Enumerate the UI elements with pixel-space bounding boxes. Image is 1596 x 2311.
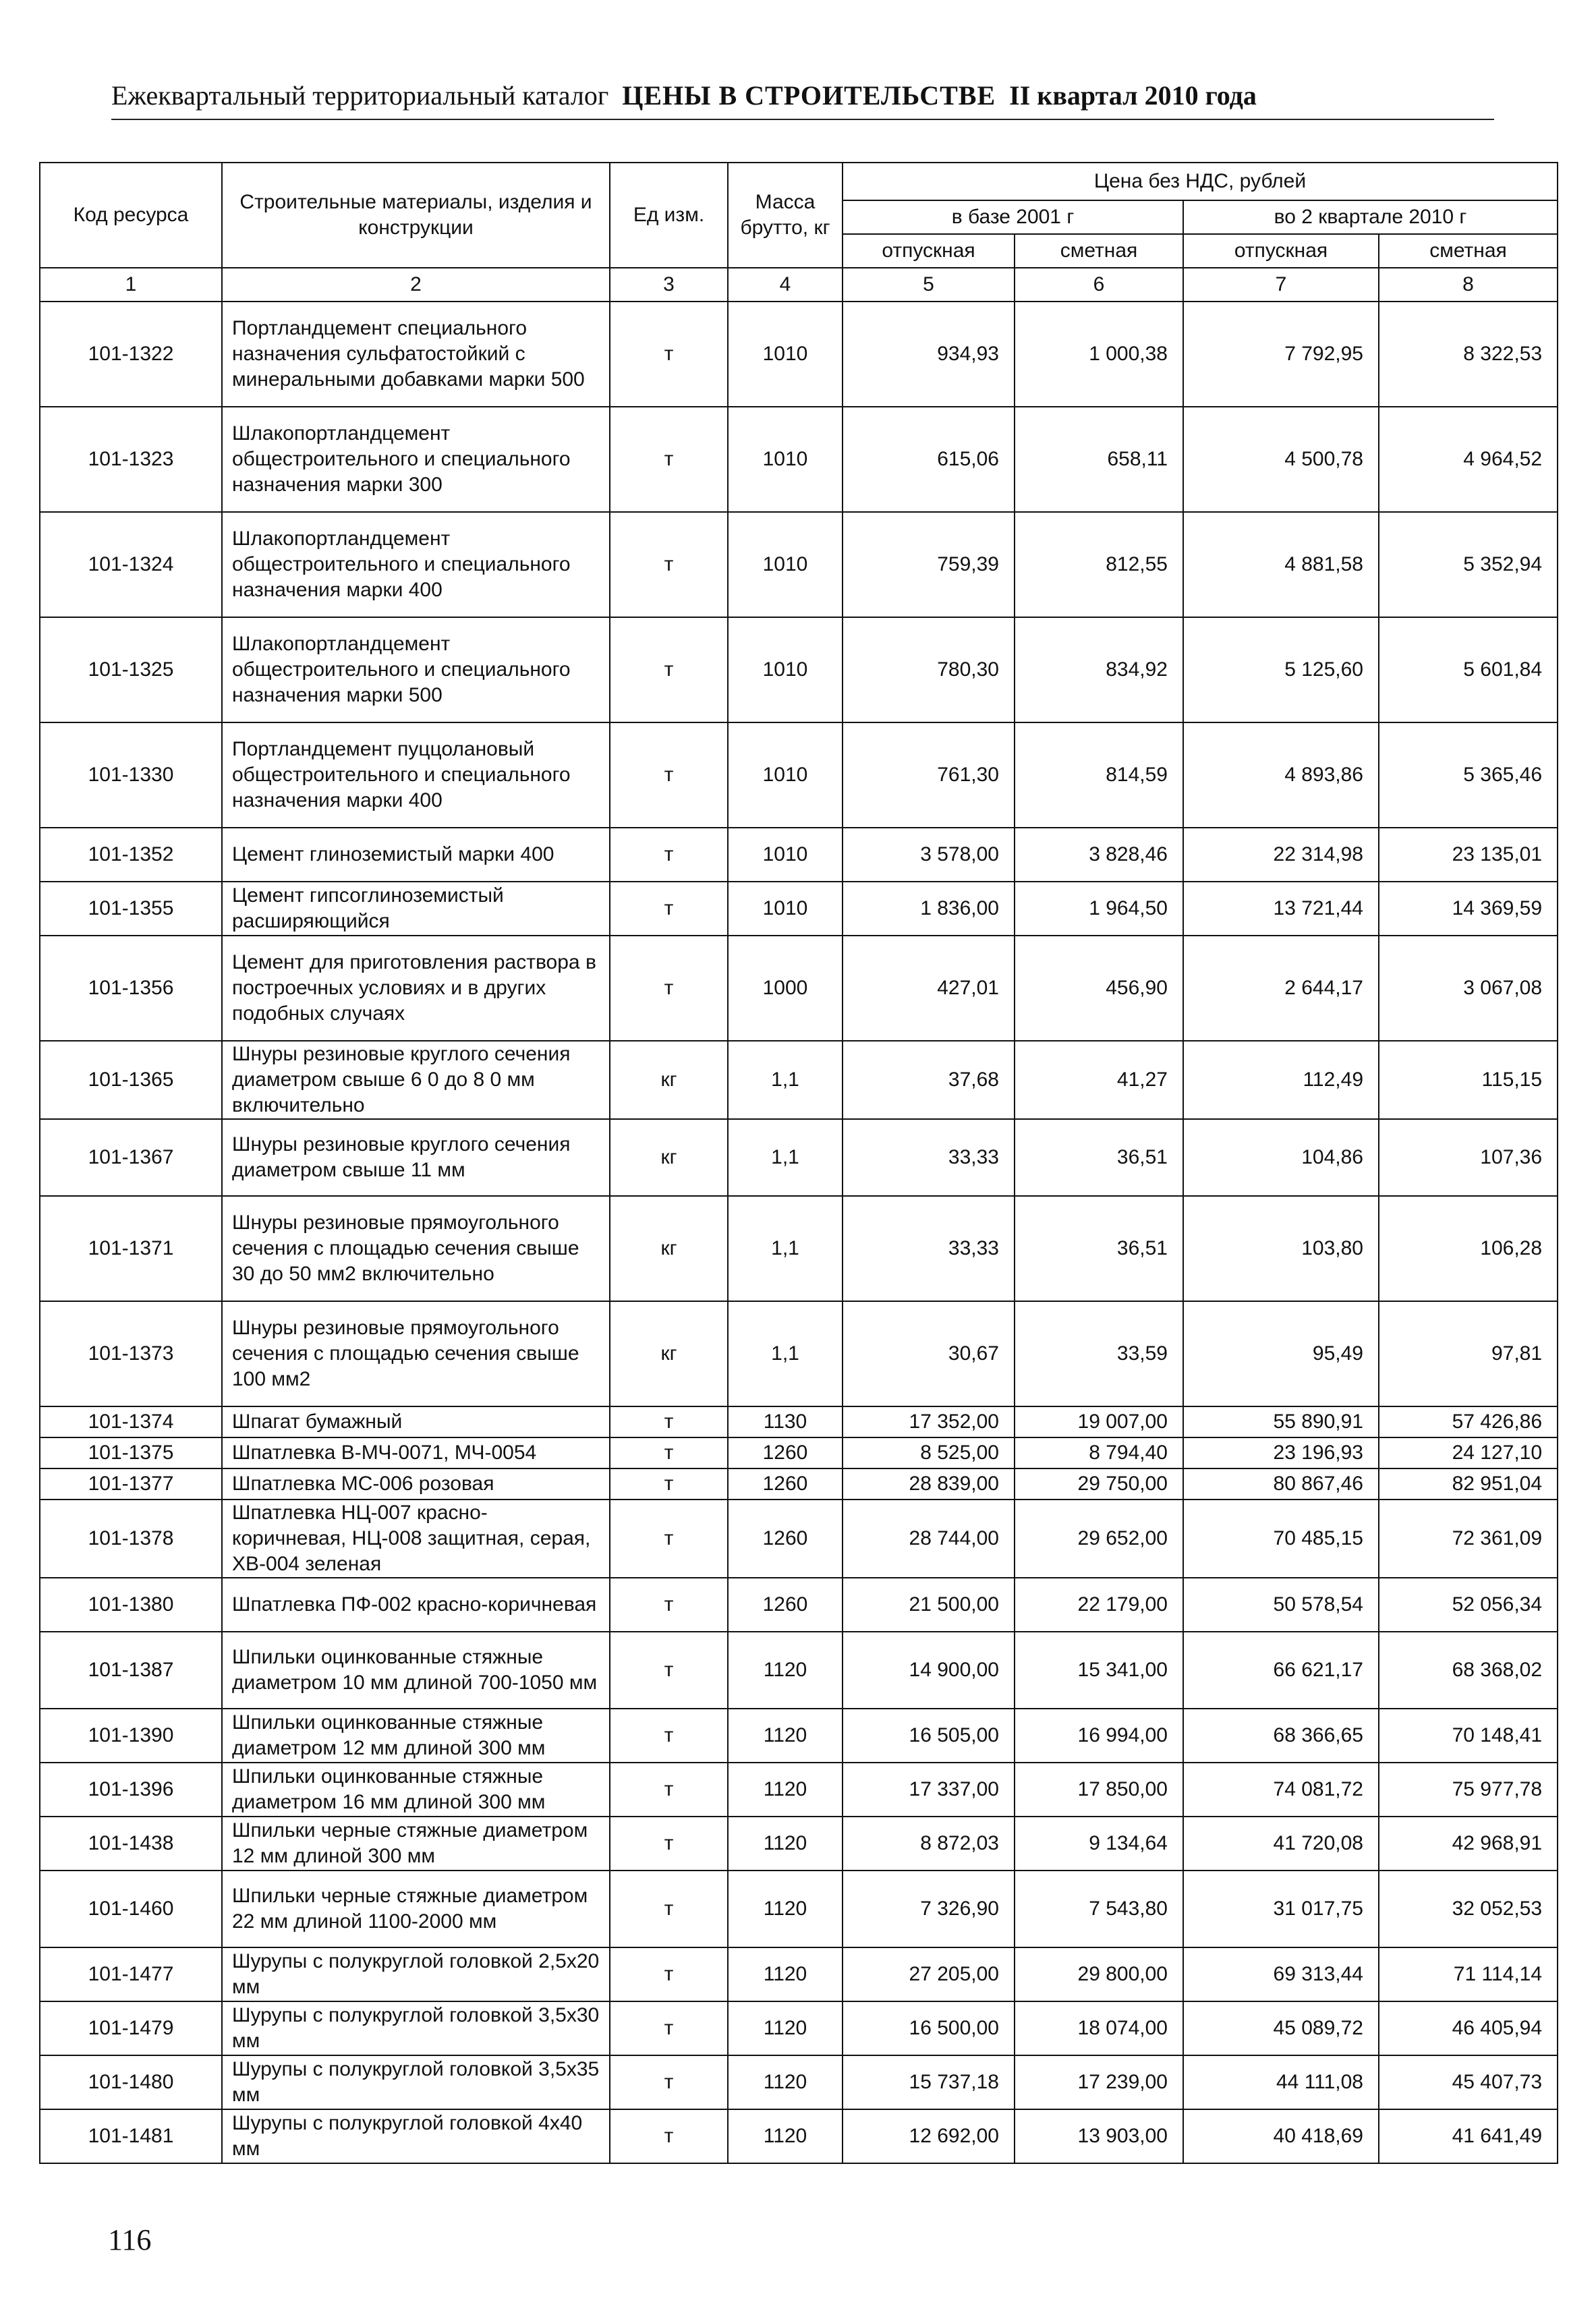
price-release-2001: 1 836,00 xyxy=(843,882,1015,936)
mass-cell: 1010 xyxy=(728,722,843,828)
table-row xyxy=(40,1301,1558,1406)
resource-code: 101-1322 xyxy=(40,302,222,407)
unit-cell: кг xyxy=(610,1041,728,1119)
unit-cell: кг xyxy=(610,1196,728,1301)
material-name: Шлакопортландцемент общестроительного и специального назначения марки 300 xyxy=(222,407,610,512)
material-name: Портландцемент специального назначения сульфатостойкий с минеральными добавками марки 500 xyxy=(222,302,610,407)
material-name: Цемент глиноземистый марки 400 xyxy=(222,828,610,882)
price-estimate-2010: 107,36 xyxy=(1379,1119,1558,1196)
price-release-2001: 8 872,03 xyxy=(843,1817,1015,1871)
unit-cell: т xyxy=(610,1817,728,1871)
header-price: Цена без НДС, рублей xyxy=(843,163,1558,200)
header-release-2001: отпускная xyxy=(843,234,1015,268)
price-release-2010: 80 867,46 xyxy=(1183,1468,1379,1500)
price-estimate-2010: 70 148,41 xyxy=(1379,1709,1558,1763)
table-row xyxy=(40,512,1558,617)
table-row xyxy=(40,1500,1558,1578)
header-materials: Строительные материалы, изделия и конструкции xyxy=(222,163,610,268)
price-release-2010: 7 792,95 xyxy=(1183,302,1379,407)
table-row xyxy=(40,722,1558,828)
price-release-2010: 66 621,17 xyxy=(1183,1632,1379,1709)
price-estimate-2010: 106,28 xyxy=(1379,1196,1558,1301)
resource-code: 101-1438 xyxy=(40,1817,222,1871)
price-estimate-2001: 19 007,00 xyxy=(1015,1406,1183,1437)
price-estimate-2001: 33,59 xyxy=(1015,1301,1183,1406)
resource-code: 101-1387 xyxy=(40,1632,222,1709)
price-release-2001: 7 326,90 xyxy=(843,1871,1015,1947)
material-name: Шпильки оцинкованные стяжные диаметром 16 мм длиной 300 мм xyxy=(222,1763,610,1817)
price-estimate-2010: 68 368,02 xyxy=(1379,1632,1558,1709)
header-q2-2010: во 2 квартале 2010 г xyxy=(1183,200,1558,234)
price-release-2010: 22 314,98 xyxy=(1183,828,1379,882)
column-number: 6 xyxy=(1015,268,1183,302)
material-name: Цемент гипсоглиноземистый расширяющийся xyxy=(222,882,610,936)
price-release-2001: 33,33 xyxy=(843,1119,1015,1196)
material-name: Шпильки черные стяжные диаметром 12 мм длиной 300 мм xyxy=(222,1817,610,1871)
mass-cell: 1,1 xyxy=(728,1196,843,1301)
table-row xyxy=(40,1763,1558,1817)
price-release-2001: 427,01 xyxy=(843,936,1015,1041)
material-name: Шлакопортландцемент общестроительного и специального назначения марки 500 xyxy=(222,617,610,722)
resource-code: 101-1373 xyxy=(40,1301,222,1406)
mass-cell: 1130 xyxy=(728,1406,843,1437)
mass-cell: 1010 xyxy=(728,882,843,936)
unit-cell: т xyxy=(610,1632,728,1709)
price-estimate-2001: 456,90 xyxy=(1015,936,1183,1041)
price-release-2010: 104,86 xyxy=(1183,1119,1379,1196)
price-release-2001: 21 500,00 xyxy=(843,1578,1015,1632)
resource-code: 101-1371 xyxy=(40,1196,222,1301)
price-release-2010: 5 125,60 xyxy=(1183,617,1379,722)
page-header xyxy=(111,80,1494,112)
price-release-2001: 33,33 xyxy=(843,1196,1015,1301)
table-row xyxy=(40,1119,1558,1196)
price-release-2010: 70 485,15 xyxy=(1183,1500,1379,1578)
material-name: Шурупы с полукруглой головкой 4х40 мм xyxy=(222,2109,610,2163)
material-name: Портландцемент пуццолановый общестроительного и специального назначения марки 400 xyxy=(222,722,610,828)
price-release-2001: 14 900,00 xyxy=(843,1632,1015,1709)
resource-code: 101-1479 xyxy=(40,2001,222,2055)
column-number: 2 xyxy=(222,268,610,302)
mass-cell: 1120 xyxy=(728,2001,843,2055)
price-estimate-2001: 29 652,00 xyxy=(1015,1500,1183,1578)
unit-cell: т xyxy=(610,407,728,512)
header-release-2010: отпускная xyxy=(1183,234,1379,268)
price-release-2001: 12 692,00 xyxy=(843,2109,1015,2163)
price-estimate-2001: 3 828,46 xyxy=(1015,828,1183,882)
table-row xyxy=(40,1709,1558,1763)
column-number: 1 xyxy=(40,268,222,302)
column-number: 3 xyxy=(610,268,728,302)
mass-cell: 1010 xyxy=(728,828,843,882)
table-row xyxy=(40,1578,1558,1632)
price-release-2010: 112,49 xyxy=(1183,1041,1379,1119)
mass-cell: 1010 xyxy=(728,512,843,617)
price-release-2010: 103,80 xyxy=(1183,1196,1379,1301)
price-estimate-2001: 1 000,38 xyxy=(1015,302,1183,407)
resource-code: 101-1378 xyxy=(40,1500,222,1578)
price-release-2001: 17 337,00 xyxy=(843,1763,1015,1817)
mass-cell: 1260 xyxy=(728,1578,843,1632)
resource-code: 101-1374 xyxy=(40,1406,222,1437)
unit-cell: т xyxy=(610,1437,728,1468)
price-estimate-2001: 22 179,00 xyxy=(1015,1578,1183,1632)
resource-code: 101-1324 xyxy=(40,512,222,617)
unit-cell: т xyxy=(610,936,728,1041)
unit-cell: т xyxy=(610,1947,728,2001)
unit-cell: т xyxy=(610,828,728,882)
table-row xyxy=(40,1196,1558,1301)
price-estimate-2010: 115,15 xyxy=(1379,1041,1558,1119)
price-release-2010: 40 418,69 xyxy=(1183,2109,1379,2163)
price-estimate-2010: 14 369,59 xyxy=(1379,882,1558,936)
mass-cell: 1,1 xyxy=(728,1301,843,1406)
price-estimate-2010: 75 977,78 xyxy=(1379,1763,1558,1817)
table-row xyxy=(40,2109,1558,2163)
unit-cell: т xyxy=(610,1709,728,1763)
price-release-2010: 50 578,54 xyxy=(1183,1578,1379,1632)
price-estimate-2010: 5 352,94 xyxy=(1379,512,1558,617)
header-base-2001: в базе 2001 г xyxy=(843,200,1183,234)
material-name: Шнуры резиновые прямоугольного сечения с площадью сечения свыше 30 до 50 мм2 включительно xyxy=(222,1196,610,1301)
resource-code: 101-1352 xyxy=(40,828,222,882)
price-release-2010: 74 081,72 xyxy=(1183,1763,1379,1817)
price-estimate-2001: 17 239,00 xyxy=(1015,2055,1183,2109)
table-row xyxy=(40,882,1558,936)
mass-cell: 1260 xyxy=(728,1437,843,1468)
resource-code: 101-1390 xyxy=(40,1709,222,1763)
material-name: Шнуры резиновые прямоугольного сечения с площадью сечения свыше 100 мм2 xyxy=(222,1301,610,1406)
price-estimate-2010: 5 365,46 xyxy=(1379,722,1558,828)
table-row xyxy=(40,1817,1558,1871)
mass-cell: 1,1 xyxy=(728,1119,843,1196)
table-row xyxy=(40,1468,1558,1500)
mass-cell: 1260 xyxy=(728,1468,843,1500)
price-release-2010: 13 721,44 xyxy=(1183,882,1379,936)
resource-code: 101-1377 xyxy=(40,1468,222,1500)
price-estimate-2010: 3 067,08 xyxy=(1379,936,1558,1041)
resource-code: 101-1480 xyxy=(40,2055,222,2109)
mass-cell: 1010 xyxy=(728,302,843,407)
price-release-2010: 55 890,91 xyxy=(1183,1406,1379,1437)
price-release-2001: 16 500,00 xyxy=(843,2001,1015,2055)
price-estimate-2010: 57 426,86 xyxy=(1379,1406,1558,1437)
price-estimate-2010: 46 405,94 xyxy=(1379,2001,1558,2055)
mass-cell: 1260 xyxy=(728,1500,843,1578)
unit-cell: т xyxy=(610,512,728,617)
unit-cell: кг xyxy=(610,1119,728,1196)
price-estimate-2001: 8 794,40 xyxy=(1015,1437,1183,1468)
price-estimate-2001: 7 543,80 xyxy=(1015,1871,1183,1947)
unit-cell: т xyxy=(610,2001,728,2055)
price-estimate-2001: 29 750,00 xyxy=(1015,1468,1183,1500)
unit-cell: т xyxy=(610,1406,728,1437)
price-release-2010: 23 196,93 xyxy=(1183,1437,1379,1468)
price-estimate-2010: 71 114,14 xyxy=(1379,1947,1558,2001)
material-name: Шпагат бумажный xyxy=(222,1406,610,1437)
table-row xyxy=(40,1406,1558,1437)
table-row xyxy=(40,1632,1558,1709)
material-name: Шнуры резиновые круглого сечения диаметром свыше 11 мм xyxy=(222,1119,610,1196)
table-row xyxy=(40,1041,1558,1119)
resource-code: 101-1323 xyxy=(40,407,222,512)
price-estimate-2001: 18 074,00 xyxy=(1015,2001,1183,2055)
price-estimate-2001: 9 134,64 xyxy=(1015,1817,1183,1871)
catalog-label: Ежеквартальный территориальный каталог xyxy=(111,80,609,111)
price-release-2001: 3 578,00 xyxy=(843,828,1015,882)
price-release-2001: 759,39 xyxy=(843,512,1015,617)
table-row xyxy=(40,828,1558,882)
column-number: 8 xyxy=(1379,268,1558,302)
price-release-2010: 31 017,75 xyxy=(1183,1871,1379,1947)
material-name: Шпатлевка МС-006 розовая xyxy=(222,1468,610,1500)
price-release-2010: 95,49 xyxy=(1183,1301,1379,1406)
catalog-title: ЦЕНЫ В СТРОИТЕЛЬСТВЕ xyxy=(622,80,996,111)
price-release-2001: 761,30 xyxy=(843,722,1015,828)
resource-code: 101-1330 xyxy=(40,722,222,828)
mass-cell: 1010 xyxy=(728,617,843,722)
resource-code: 101-1477 xyxy=(40,1947,222,2001)
table-row xyxy=(40,2001,1558,2055)
mass-cell: 1000 xyxy=(728,936,843,1041)
table-row xyxy=(40,1871,1558,1947)
mass-cell: 1120 xyxy=(728,1947,843,2001)
price-estimate-2010: 4 964,52 xyxy=(1379,407,1558,512)
mass-cell: 1010 xyxy=(728,407,843,512)
material-name: Шлакопортландцемент общестроительного и специального назначения марки 400 xyxy=(222,512,610,617)
table-body xyxy=(40,302,1558,2163)
mass-cell: 1120 xyxy=(728,2055,843,2109)
resource-code: 101-1365 xyxy=(40,1041,222,1119)
table-row xyxy=(40,1437,1558,1468)
price-release-2001: 934,93 xyxy=(843,302,1015,407)
price-estimate-2010: 8 322,53 xyxy=(1379,302,1558,407)
resource-code: 101-1375 xyxy=(40,1437,222,1468)
header-estimate-2010: сметная xyxy=(1379,234,1558,268)
mass-cell: 1120 xyxy=(728,2109,843,2163)
price-estimate-2001: 834,92 xyxy=(1015,617,1183,722)
price-estimate-2001: 13 903,00 xyxy=(1015,2109,1183,2163)
price-estimate-2001: 15 341,00 xyxy=(1015,1632,1183,1709)
price-estimate-2010: 5 601,84 xyxy=(1379,617,1558,722)
unit-cell: т xyxy=(610,1871,728,1947)
unit-cell: т xyxy=(610,882,728,936)
price-release-2010: 68 366,65 xyxy=(1183,1709,1379,1763)
price-estimate-2001: 36,51 xyxy=(1015,1196,1183,1301)
price-release-2010: 4 500,78 xyxy=(1183,407,1379,512)
table-row xyxy=(40,936,1558,1041)
price-estimate-2010: 72 361,09 xyxy=(1379,1500,1558,1578)
price-estimate-2010: 45 407,73 xyxy=(1379,2055,1558,2109)
catalog-period: II квартал 2010 года xyxy=(1009,80,1257,111)
material-name: Шнуры резиновые круглого сечения диаметром свыше 6 0 до 8 0 мм включительно xyxy=(222,1041,610,1119)
price-estimate-2010: 23 135,01 xyxy=(1379,828,1558,882)
unit-cell: т xyxy=(610,617,728,722)
unit-cell: т xyxy=(610,722,728,828)
price-release-2001: 15 737,18 xyxy=(843,2055,1015,2109)
material-name: Шпатлевка ПФ-002 красно-коричневая xyxy=(222,1578,610,1632)
resource-code: 101-1481 xyxy=(40,2109,222,2163)
price-release-2001: 615,06 xyxy=(843,407,1015,512)
resource-code: 101-1367 xyxy=(40,1119,222,1196)
unit-cell: т xyxy=(610,1468,728,1500)
price-release-2001: 28 839,00 xyxy=(843,1468,1015,1500)
resource-code: 101-1325 xyxy=(40,617,222,722)
price-table xyxy=(39,162,1558,2164)
price-release-2001: 30,67 xyxy=(843,1301,1015,1406)
mass-cell: 1120 xyxy=(728,1871,843,1947)
price-release-2010: 44 111,08 xyxy=(1183,2055,1379,2109)
unit-cell: т xyxy=(610,2055,728,2109)
price-estimate-2010: 82 951,04 xyxy=(1379,1468,1558,1500)
mass-cell: 1120 xyxy=(728,1763,843,1817)
price-estimate-2001: 1 964,50 xyxy=(1015,882,1183,936)
price-estimate-2001: 17 850,00 xyxy=(1015,1763,1183,1817)
price-release-2010: 69 313,44 xyxy=(1183,1947,1379,2001)
price-estimate-2010: 41 641,49 xyxy=(1379,2109,1558,2163)
header-mass: Масса брутто, кг xyxy=(728,163,843,268)
resource-code: 101-1356 xyxy=(40,936,222,1041)
price-estimate-2010: 52 056,34 xyxy=(1379,1578,1558,1632)
unit-cell: т xyxy=(610,302,728,407)
resource-code: 101-1460 xyxy=(40,1871,222,1947)
table-row xyxy=(40,407,1558,512)
price-release-2001: 780,30 xyxy=(843,617,1015,722)
price-estimate-2001: 36,51 xyxy=(1015,1119,1183,1196)
price-estimate-2001: 658,11 xyxy=(1015,407,1183,512)
price-release-2001: 37,68 xyxy=(843,1041,1015,1119)
resource-code: 101-1355 xyxy=(40,882,222,936)
unit-cell: т xyxy=(610,1578,728,1632)
material-name: Шурупы с полукруглой головкой 3,5х30 мм xyxy=(222,2001,610,2055)
material-name: Шпатлевка НЦ-007 красно-коричневая, НЦ-008 защитная, серая, ХВ-004 зеленая xyxy=(222,1500,610,1578)
column-number: 4 xyxy=(728,268,843,302)
material-name: Шурупы с полукруглой головкой 2,5х20 мм xyxy=(222,1947,610,2001)
page-number: 116 xyxy=(108,2223,152,2256)
price-estimate-2001: 16 994,00 xyxy=(1015,1709,1183,1763)
price-release-2001: 27 205,00 xyxy=(843,1947,1015,2001)
mass-cell: 1,1 xyxy=(728,1041,843,1119)
price-release-2001: 17 352,00 xyxy=(843,1406,1015,1437)
material-name: Шпильки оцинкованные стяжные диаметром 12 мм длиной 300 мм xyxy=(222,1709,610,1763)
price-release-2010: 2 644,17 xyxy=(1183,936,1379,1041)
table-row xyxy=(40,302,1558,407)
column-number-row xyxy=(40,268,1558,302)
material-name: Шпильки черные стяжные диаметром 22 мм длиной 1100-2000 мм xyxy=(222,1871,610,1947)
price-release-2001: 28 744,00 xyxy=(843,1500,1015,1578)
price-estimate-2010: 32 052,53 xyxy=(1379,1871,1558,1947)
unit-cell: т xyxy=(610,2109,728,2163)
column-number: 7 xyxy=(1183,268,1379,302)
price-release-2010: 41 720,08 xyxy=(1183,1817,1379,1871)
table-row xyxy=(40,1947,1558,2001)
price-release-2001: 16 505,00 xyxy=(843,1709,1015,1763)
resource-code: 101-1396 xyxy=(40,1763,222,1817)
table-row xyxy=(40,617,1558,722)
material-name: Шпатлевка В-МЧ-0071, МЧ-0054 xyxy=(222,1437,610,1468)
column-number: 5 xyxy=(843,268,1015,302)
material-name: Шурупы с полукруглой головкой 3,5х35 мм xyxy=(222,2055,610,2109)
mass-cell: 1120 xyxy=(728,1817,843,1871)
mass-cell: 1120 xyxy=(728,1632,843,1709)
price-release-2010: 4 893,86 xyxy=(1183,722,1379,828)
price-estimate-2010: 24 127,10 xyxy=(1379,1437,1558,1468)
price-estimate-2001: 41,27 xyxy=(1015,1041,1183,1119)
price-release-2010: 45 089,72 xyxy=(1183,2001,1379,2055)
price-estimate-2001: 29 800,00 xyxy=(1015,1947,1183,2001)
unit-cell: т xyxy=(610,1763,728,1817)
header-rule xyxy=(111,119,1494,120)
mass-cell: 1120 xyxy=(728,1709,843,1763)
price-estimate-2001: 814,59 xyxy=(1015,722,1183,828)
unit-cell: т xyxy=(610,1500,728,1578)
header-unit: Ед изм. xyxy=(610,163,728,268)
resource-code: 101-1380 xyxy=(40,1578,222,1632)
price-release-2010: 4 881,58 xyxy=(1183,512,1379,617)
price-estimate-2010: 42 968,91 xyxy=(1379,1817,1558,1871)
price-estimate-2010: 97,81 xyxy=(1379,1301,1558,1406)
unit-cell: кг xyxy=(610,1301,728,1406)
table-row xyxy=(40,2055,1558,2109)
header-code: Код ресурса xyxy=(40,163,222,268)
material-name: Цемент для приготовления раствора в построечных условиях и в других подобных случаях xyxy=(222,936,610,1041)
header-estimate-2001: сметная xyxy=(1015,234,1183,268)
price-estimate-2001: 812,55 xyxy=(1015,512,1183,617)
material-name: Шпильки оцинкованные стяжные диаметром 10 мм длиной 700-1050 мм xyxy=(222,1632,610,1709)
price-release-2001: 8 525,00 xyxy=(843,1437,1015,1468)
